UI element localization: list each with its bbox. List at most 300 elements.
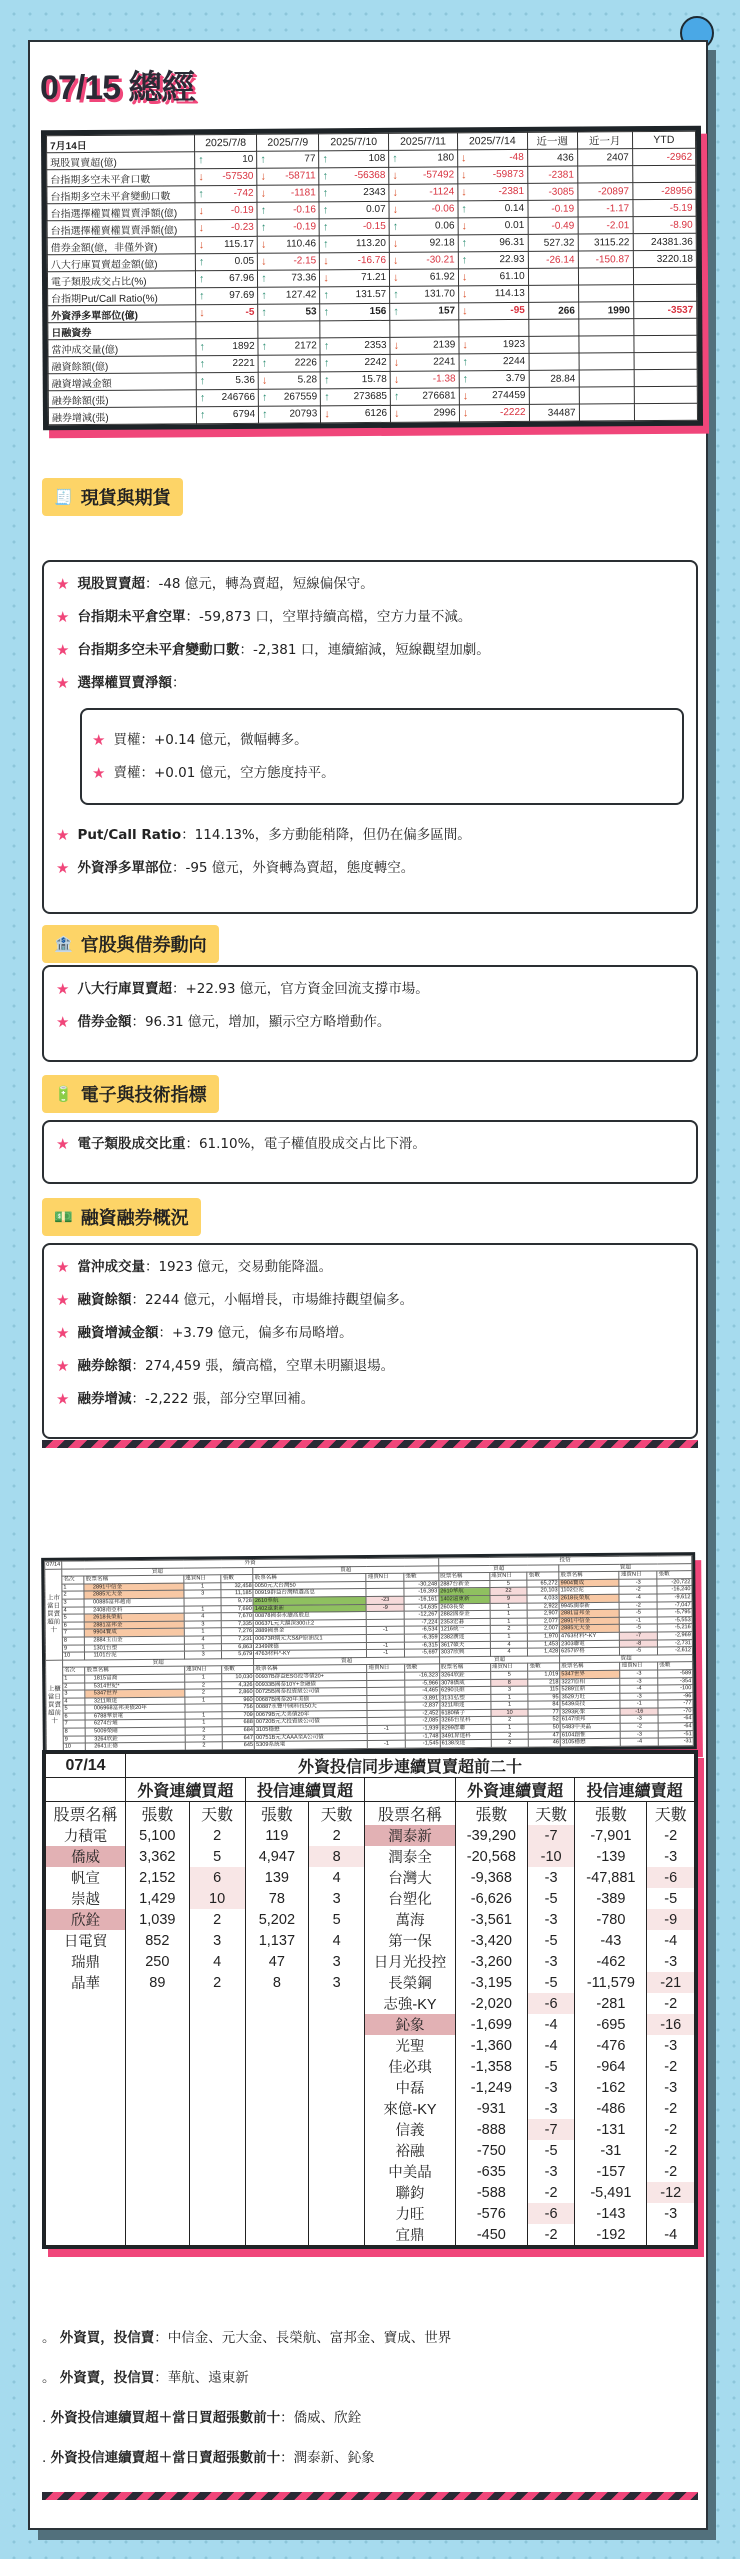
quantity: 960 xyxy=(222,1696,254,1704)
table-row xyxy=(46,2035,695,2056)
consecutive-days: 1 xyxy=(491,1694,529,1702)
arrow-up-icon: ↑ xyxy=(261,340,268,353)
value-cell: -192 xyxy=(575,2224,647,2246)
stock-name: 日月光投控 xyxy=(365,1951,456,1972)
consecutive-days: 1 xyxy=(490,1603,528,1611)
consecutive-days: 4 xyxy=(490,1641,528,1649)
value-cell xyxy=(196,321,258,338)
table-row xyxy=(46,1909,695,1930)
arrow-up-icon: ↑ xyxy=(323,289,330,302)
item-label: 台指期多空未平倉變動口數 xyxy=(77,642,240,658)
arrow-up-icon: ↑ xyxy=(260,221,267,234)
stock-name: 力積電 xyxy=(46,1825,126,1846)
consecutive-days: 2 xyxy=(185,1742,223,1750)
quantity: 218 xyxy=(528,1678,560,1686)
side-label: 上櫃當日買賣超前十 xyxy=(46,1660,64,1751)
rank: 1 xyxy=(62,1584,85,1592)
value-cell xyxy=(189,2161,245,2182)
arrow-up-icon: ↑ xyxy=(461,237,468,250)
value: 2242 xyxy=(364,356,387,369)
value-cell xyxy=(390,354,459,371)
column-header: 股票名稱 xyxy=(559,1572,619,1580)
stock-name: 8299群聯 xyxy=(440,1725,491,1733)
stock-name: 00687B國泰20年美債 xyxy=(254,1695,367,1704)
corner-cell: 7月14日 xyxy=(46,135,194,153)
rank: 9 xyxy=(62,1645,85,1653)
column-header: 張數 xyxy=(221,1575,253,1583)
stock-name: 宜鼎 xyxy=(365,2224,456,2246)
value: 5.36 xyxy=(235,374,255,386)
consecutive-days: 8 xyxy=(490,1679,528,1687)
table-row xyxy=(46,2161,695,2182)
quantity: -77 xyxy=(658,1700,693,1708)
value-cell xyxy=(196,389,258,406)
value: -2222 xyxy=(499,406,526,419)
quantity: 7,690 xyxy=(222,1605,254,1613)
value: 2139 xyxy=(433,339,456,351)
value-cell: -6 xyxy=(647,1867,695,1888)
value-cell xyxy=(321,388,391,405)
quantity: -2,837 xyxy=(405,1702,440,1710)
consecutive-days: -3 xyxy=(621,1731,659,1739)
value-cell: 2 xyxy=(309,1825,365,1846)
value-cell: 5 xyxy=(189,1846,245,1867)
consecutive-days: -3 xyxy=(620,1693,658,1701)
value-cell xyxy=(458,285,528,302)
item-label: 現股買賣超 xyxy=(77,576,145,592)
stock-name: 00919群益台灣精選高息 xyxy=(253,1589,366,1598)
table-title: 外資投信同步連續買賣超前二十 xyxy=(126,1754,695,1778)
value-cell: -4 xyxy=(647,1930,695,1951)
stock-name: 1815富喬 xyxy=(85,1674,184,1682)
consecutive-days: 3 xyxy=(491,1686,529,1694)
value-cell: 5 xyxy=(309,1909,365,1930)
arrow-down-icon: ↓ xyxy=(461,271,468,284)
stock-name: 1402遠東新 xyxy=(439,1595,490,1603)
stock-name: 5309系統電 xyxy=(255,1741,368,1750)
period-cell xyxy=(633,318,696,335)
quantity: 6,863 xyxy=(222,1643,254,1651)
period-cell: -2962 xyxy=(632,148,695,165)
consecutive-days: 9 xyxy=(490,1595,528,1603)
value: 2172 xyxy=(294,340,317,352)
value-cell: -5,491 xyxy=(575,2182,647,2203)
value-cell xyxy=(126,2056,189,2077)
value: -1124 xyxy=(429,186,455,198)
value: 157 xyxy=(438,305,456,317)
stock-name: 2889國票金 xyxy=(254,1627,367,1636)
stock-name: 00673R期元大S&P原油反1 xyxy=(254,1634,367,1643)
column-header: 股票名稱 xyxy=(84,1575,183,1583)
stock-name: 2884玉山金 xyxy=(85,1636,184,1644)
value-cell xyxy=(390,337,459,354)
value-cell xyxy=(258,270,320,287)
section-tag xyxy=(42,1198,201,1236)
group-row xyxy=(46,1778,695,1802)
value-cell xyxy=(458,217,528,234)
value-cell: -3,420 xyxy=(455,1930,527,1951)
title-row xyxy=(46,1754,695,1778)
table-row xyxy=(46,1930,695,1951)
stock-name: 6257矽格 xyxy=(560,1647,620,1655)
value-cell xyxy=(389,235,458,252)
column-header: 2025/7/14 xyxy=(457,132,527,149)
stock-name: 力旺 xyxy=(365,2203,456,2224)
value-cell: -888 xyxy=(455,2119,527,2140)
value-cell: -3 xyxy=(647,2035,695,2056)
consecutive-days: 3 xyxy=(184,1621,222,1629)
stock-name: 2349錸德 xyxy=(254,1642,367,1651)
star-icon: ★ xyxy=(56,1357,70,1375)
value-cell xyxy=(320,252,390,269)
item-label: 外資淨多單部位 xyxy=(77,860,172,876)
star-icon: ★ xyxy=(56,1390,70,1408)
value: 127.42 xyxy=(285,289,317,301)
value-cell xyxy=(309,2224,365,2246)
section-tag xyxy=(42,1075,219,1113)
arrow-up-icon: ↑ xyxy=(461,203,467,216)
value-cell xyxy=(459,404,529,421)
receipt-icon: 🧾 xyxy=(54,488,73,506)
value: 6126 xyxy=(364,407,388,420)
value: 156 xyxy=(369,305,387,318)
stock-name: 信義 xyxy=(365,2119,456,2140)
quantity: -6,534 xyxy=(404,1626,439,1634)
value-cell xyxy=(245,2035,308,2056)
arrow-up-icon: ↑ xyxy=(393,305,399,318)
period-cell xyxy=(529,336,579,353)
stock-name: 5347世界 xyxy=(85,1689,184,1697)
bullet-item xyxy=(56,642,696,658)
bullet-item xyxy=(56,1136,696,1152)
rank: 7 xyxy=(62,1629,85,1637)
value-cell: 1,039 xyxy=(126,1909,189,1930)
value-cell xyxy=(258,372,320,389)
column-header: 張數 xyxy=(657,1571,692,1579)
rank: 1 xyxy=(63,1675,86,1683)
item-label: 融資增減金額 xyxy=(77,1325,159,1341)
value: -57492 xyxy=(422,169,455,181)
value: -0.19 xyxy=(293,221,317,233)
summary-note xyxy=(42,2406,361,2426)
star-icon: ★ xyxy=(56,1013,70,1031)
value-cell xyxy=(459,387,529,404)
value-cell: -47,881 xyxy=(575,1867,647,1888)
stock-name: 3211順達 xyxy=(440,1702,491,1710)
item-detail: 賣權：+0.01 億元，空方態度持平。 xyxy=(113,765,335,781)
arrow-up-icon: ↑ xyxy=(462,373,469,386)
value-cell: -39,290 xyxy=(455,1825,527,1846)
column-header: 近一月 xyxy=(577,132,632,149)
item-text xyxy=(77,1292,413,1308)
quantity: 1,019 xyxy=(528,1671,560,1679)
stock-name: 00878國泰永續高股息 xyxy=(253,1612,366,1621)
value-cell: -10 xyxy=(527,1846,574,1867)
stock-name: 3105穩懋 xyxy=(560,1739,620,1747)
stock-name: 2603長榮 xyxy=(439,1603,490,1611)
stock-name: 2882國泰金 xyxy=(439,1611,490,1619)
value-cell: -7 xyxy=(527,2119,574,2140)
quantity: 2,860 xyxy=(222,1689,254,1697)
item-label: Put/Call Ratio xyxy=(77,827,182,843)
stock-name: 第一保 xyxy=(365,1930,456,1951)
consecutive-days: 1 xyxy=(184,1643,222,1651)
item-text xyxy=(113,732,307,748)
value: 0.05 xyxy=(234,255,255,267)
consecutive-days: 2 xyxy=(491,1717,529,1725)
stock-name: 1101台泥 xyxy=(85,1651,184,1659)
arrow-up-icon: ↑ xyxy=(322,187,329,200)
quantity: 4,033 xyxy=(527,1595,559,1603)
quantity: -2,731 xyxy=(658,1639,693,1647)
stock-name: 2885元大金 xyxy=(84,1590,183,1598)
value: 96.31 xyxy=(499,236,525,249)
value-cell xyxy=(257,168,319,185)
buy-sell-header: 買超 xyxy=(63,1658,254,1667)
arrow-down-icon: ↓ xyxy=(461,288,468,301)
item-label: 借券金額 xyxy=(77,1014,132,1030)
rank: 3 xyxy=(63,1690,86,1698)
bullet-item xyxy=(92,765,682,781)
stock-name: 2891中信金 xyxy=(559,1617,619,1625)
quantity: -4,465 xyxy=(405,1687,440,1695)
star-icon: ★ xyxy=(56,826,70,844)
value-cell xyxy=(126,2224,189,2246)
value-cell xyxy=(195,151,257,168)
summary-note xyxy=(42,2446,375,2466)
stock-name: 2610華航 xyxy=(439,1588,490,1596)
bullet-item xyxy=(56,860,696,876)
arrow-up-icon: ↑ xyxy=(198,273,205,286)
value-cell xyxy=(245,2119,308,2140)
column-header: 張數 xyxy=(455,1802,527,1826)
buy-sell-header: 買超 xyxy=(439,1564,559,1573)
item-text xyxy=(77,1014,390,1030)
quantity: -16,323 xyxy=(405,1672,440,1680)
arrow-down-icon: ↓ xyxy=(198,171,204,184)
consecutive-days: -2 xyxy=(621,1723,659,1731)
value-cell: -3 xyxy=(647,1951,695,1972)
arrow-up-icon: ↑ xyxy=(261,357,268,370)
consecutive-days: 4 xyxy=(184,1636,222,1644)
row-label: 台指期多空未平倉變動口數 xyxy=(47,186,195,204)
arrow-down-icon: ↓ xyxy=(260,187,267,200)
stock-name: 00725B國泰投資級公司債 xyxy=(254,1688,367,1697)
item-detail: ：-95 億元，外資轉為賣超，態度轉空。 xyxy=(171,860,415,876)
value-cell xyxy=(458,251,528,268)
value-cell: -635 xyxy=(455,2161,527,2182)
value: 92.18 xyxy=(429,237,455,249)
value-cell: 78 xyxy=(245,1888,308,1909)
period-cell xyxy=(578,319,633,336)
value: 2221 xyxy=(232,357,255,369)
stock-name: 崇越 xyxy=(46,1888,126,1909)
stock-name: 潤泰全 xyxy=(365,1846,456,1867)
stock-name: 台塑化 xyxy=(365,1888,456,1909)
arrow-down-icon: ↓ xyxy=(392,203,399,216)
section-title: 官股與借券動向 xyxy=(80,935,207,956)
item-text xyxy=(77,1358,394,1374)
value-cell xyxy=(320,337,390,354)
consecutive-days: -1 xyxy=(367,1649,405,1657)
period-cell xyxy=(634,386,697,403)
section-box xyxy=(42,1120,698,1184)
consecutive-days: 1 xyxy=(490,1618,528,1626)
value: 0.07 xyxy=(366,203,386,216)
item-text xyxy=(77,609,471,625)
stock-name: 2610華航 xyxy=(253,1596,366,1605)
consecutive-days: 2 xyxy=(185,1681,223,1689)
arrow-up-icon: ↑ xyxy=(323,340,330,353)
column-header: 天數 xyxy=(527,1802,574,1826)
consecutive-days: -3 xyxy=(621,1715,659,1723)
consecutive-days: 1 xyxy=(185,1712,223,1720)
foreign-header: 外資 xyxy=(62,1558,439,1569)
arrow-down-icon: ↓ xyxy=(324,408,330,421)
value-cell xyxy=(126,2077,189,2098)
quantity: 115 xyxy=(528,1686,560,1694)
column-header: 天數 xyxy=(189,1802,245,1826)
rank: 6 xyxy=(62,1622,85,1630)
stock-name: 00937B群益ESG投等債20+ xyxy=(254,1672,367,1681)
consecutive-days: 1 xyxy=(185,1696,223,1704)
divider-stripe xyxy=(42,1440,698,1448)
value-cell xyxy=(309,2203,365,2224)
value-cell: -3 xyxy=(527,2077,574,2098)
table-row xyxy=(46,1993,695,2014)
column-header: 天數 xyxy=(647,1802,695,1826)
column-header: YTD xyxy=(632,131,695,148)
value-cell: -131 xyxy=(575,2119,647,2140)
value-cell: -780 xyxy=(575,1909,647,1930)
value-cell xyxy=(257,185,319,202)
item-detail: ： xyxy=(171,675,186,691)
stock-name: 聯鈞 xyxy=(365,2182,456,2203)
consecutive-days: 2 xyxy=(185,1689,223,1697)
table-row xyxy=(46,2224,695,2246)
arrow-up-icon: ↑ xyxy=(393,288,399,301)
stock-name: 潤泰新 xyxy=(365,1825,456,1846)
column-header: 股票名稱 xyxy=(365,1802,456,1826)
value-cell: -750 xyxy=(455,2140,527,2161)
stock-name xyxy=(46,2182,126,2203)
value-cell: -1,360 xyxy=(455,2035,527,2056)
value: 1923 xyxy=(502,338,526,351)
stock-name xyxy=(46,2119,126,2140)
value: -2.15 xyxy=(293,255,317,267)
stock-name: 3105穩懋 xyxy=(254,1726,367,1735)
value-cell: -157 xyxy=(575,2161,647,2182)
group-header: 投信連續買超 xyxy=(245,1778,365,1802)
value-cell: -6 xyxy=(527,2203,574,2224)
period-cell xyxy=(579,370,634,387)
row-label: 台指選擇權賣權買賣淨額(億) xyxy=(47,220,195,238)
stock-name: 2881富邦金 xyxy=(85,1621,184,1629)
value-cell: -162 xyxy=(575,2077,647,2098)
value-cell xyxy=(245,2161,308,2182)
value-cell xyxy=(196,287,258,304)
period-cell xyxy=(528,319,578,336)
value-cell xyxy=(309,2098,365,2119)
stock-name xyxy=(46,2056,126,2077)
arrow-up-icon: ↑ xyxy=(199,375,206,388)
rank: 5 xyxy=(63,1705,86,1713)
column-header: 股票名稱 xyxy=(439,1573,490,1581)
value-cell: -3,195 xyxy=(455,1972,527,1993)
quantity: 645 xyxy=(223,1742,255,1750)
note-detail: ：華航、遠東新 xyxy=(154,2370,249,2386)
value: 53 xyxy=(305,306,317,318)
table-row xyxy=(46,2203,695,2224)
value-cell: -5 xyxy=(527,1888,574,1909)
arrow-down-icon: ↓ xyxy=(393,373,400,386)
value: -1.38 xyxy=(432,373,456,385)
quantity: -7,224 xyxy=(404,1619,439,1627)
row-label: 台指選擇權買權買賣淨額(億) xyxy=(47,203,195,221)
period-cell xyxy=(634,352,697,369)
value-cell xyxy=(459,370,529,387)
stock-name: 3037欣興 xyxy=(439,1649,490,1657)
value-cell xyxy=(309,2182,365,2203)
bullet-mark: . xyxy=(42,2450,51,2466)
value: 1892 xyxy=(232,340,255,352)
value-cell: -3 xyxy=(647,2203,695,2224)
arrow-down-icon: ↓ xyxy=(261,255,267,268)
stock-name: 00885富邦越南 xyxy=(84,1598,183,1606)
value-cell xyxy=(258,355,320,372)
value: 2353 xyxy=(364,339,387,352)
value-cell: -3 xyxy=(527,1867,574,1888)
value: -0.16 xyxy=(293,204,316,216)
row-label: 借券金額(億，非僅外資) xyxy=(47,237,195,255)
item-text xyxy=(77,860,414,876)
stock-name xyxy=(46,2014,126,2035)
value-cell: 10 xyxy=(189,1888,245,1909)
value-cell xyxy=(389,150,458,167)
buy-sell-header: 買超 xyxy=(62,1567,253,1576)
value: -56368 xyxy=(354,169,386,182)
value: -2381 xyxy=(498,185,525,198)
arrow-up-icon: ↑ xyxy=(260,153,266,166)
value: -59873 xyxy=(492,168,524,181)
value-cell: -3 xyxy=(647,1846,695,1867)
value: 61.10 xyxy=(499,270,525,283)
value-cell xyxy=(458,268,528,285)
item-text xyxy=(77,1325,352,1341)
value-cell: 3 xyxy=(309,1888,365,1909)
value: -57530 xyxy=(222,170,254,183)
value-cell: -281 xyxy=(575,1993,647,2014)
stock-name: 2881富邦金 xyxy=(559,1609,619,1617)
period-cell: 1990 xyxy=(578,302,633,319)
value-cell xyxy=(309,2161,365,2182)
quantity: -6,315 xyxy=(404,1641,439,1649)
stock-name: 光聖 xyxy=(365,2035,456,2056)
consecutive-days: 10 xyxy=(491,1709,529,1717)
value-cell: -2 xyxy=(647,2161,695,2182)
note-label: 外資賣，投信買 xyxy=(59,2370,155,2386)
row-label: 融券餘額(張) xyxy=(48,390,196,408)
value-cell xyxy=(319,218,389,235)
consecutive-days: -1 xyxy=(367,1642,405,1650)
date-cell: 07/14 xyxy=(46,1754,126,1778)
arrow-down-icon: ↓ xyxy=(462,407,469,420)
stock-name: 晶華 xyxy=(46,1972,126,1993)
value-cell: -3,561 xyxy=(455,1909,527,1930)
value: -1181 xyxy=(290,187,316,199)
arrow-up-icon: ↑ xyxy=(322,204,329,217)
quantity: -5,966 xyxy=(405,1679,440,1687)
